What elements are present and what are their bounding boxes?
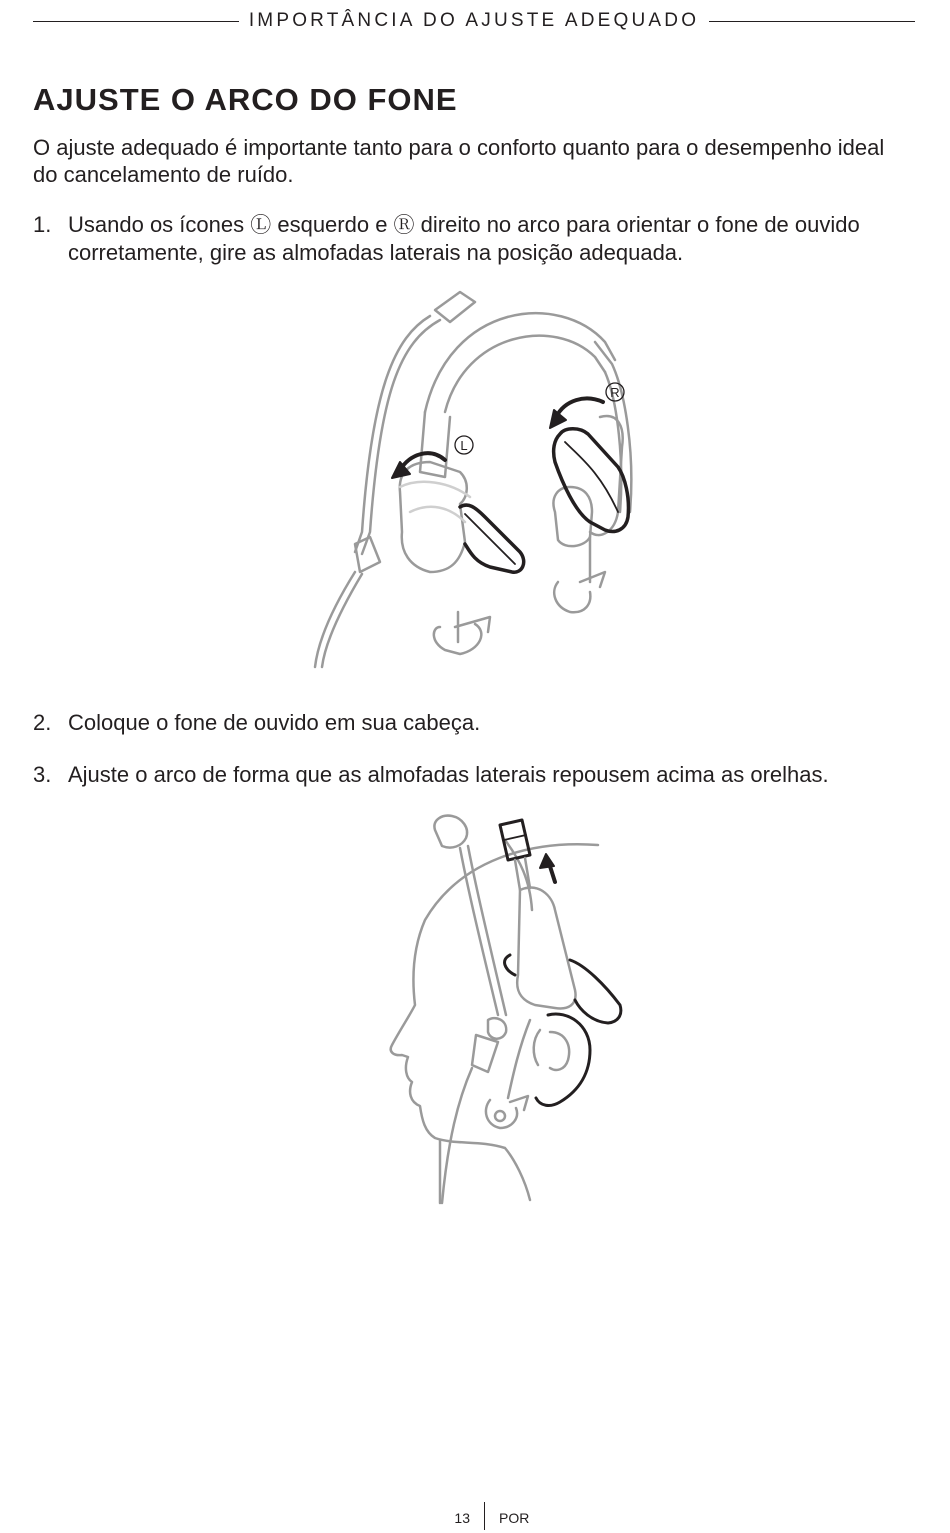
step-number: 1. <box>33 212 52 237</box>
footer-divider <box>484 1502 485 1530</box>
step-3 <box>33 761 913 788</box>
right-marker-label: R <box>610 385 620 400</box>
header-rule-left <box>33 21 239 22</box>
step-number: 3. <box>33 762 52 787</box>
headset-on-head-illustration <box>380 810 630 1205</box>
step-number: 2. <box>33 710 52 735</box>
step-2 <box>33 709 913 736</box>
headset-rotate-illustration <box>300 282 650 672</box>
intro-paragraph: O ajuste adequado é importante tanto para o conforto quanto para o desempenho ideal do cancelamento de ruído. <box>33 135 885 187</box>
left-icon: Ⓛ <box>250 214 272 237</box>
step-1 <box>33 211 913 266</box>
page-footer <box>0 1500 950 1532</box>
step-text: Ajuste o arco de forma que as almofadas laterais repousem acima as orelhas. <box>68 762 829 787</box>
section-heading: AJUSTE O ARCO DO FONE <box>33 82 458 117</box>
page-header <box>33 8 915 34</box>
step-text: Coloque o fone de ouvido em sua cabeça. <box>68 710 481 735</box>
step-text-part: esquerdo e <box>271 212 394 237</box>
right-icon: Ⓡ <box>393 214 415 237</box>
left-marker-label: L <box>460 438 468 453</box>
page-number: 13 <box>454 1510 470 1526</box>
header-rule-right <box>709 21 915 22</box>
language-code: POR <box>499 1510 530 1526</box>
step-text-part: Usando os ícones <box>68 212 251 237</box>
step-text-part: direito no arco para orientar o fone de ouvido corretamente, gire as almofadas laterais na posição adequada. <box>68 212 860 265</box>
header-title: IMPORTÂNCIA DO AJUSTE ADEQUADO <box>248 10 700 31</box>
step-text <box>68 211 913 266</box>
